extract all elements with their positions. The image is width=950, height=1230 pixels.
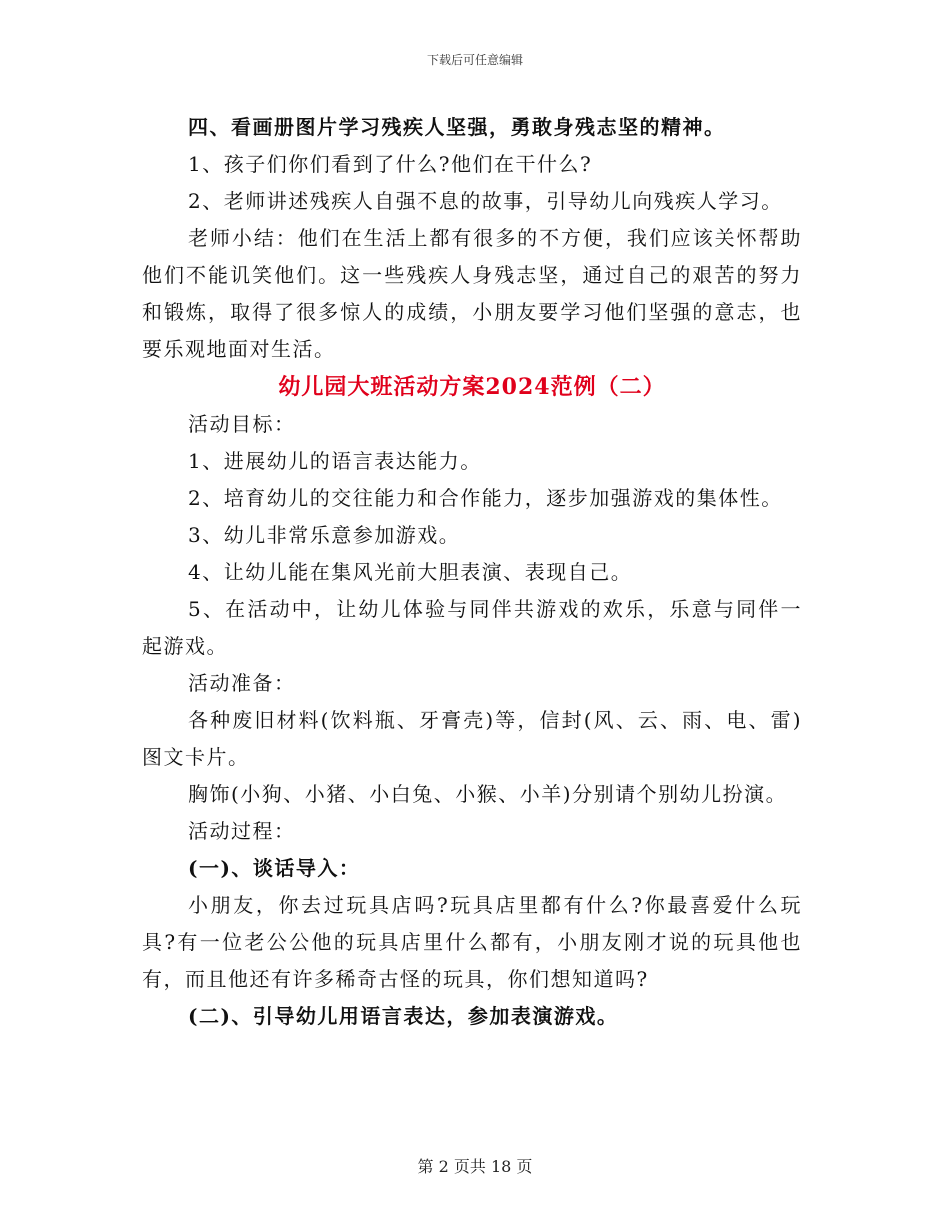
label-activity-goals: 活动目标： bbox=[188, 412, 296, 436]
paragraph-teacher-story: 2、老师讲述残疾人自强不息的故事，引导幼儿向残疾人学习。 bbox=[188, 189, 783, 213]
paragraph-teacher-summary: 老师小结：他们在生活上都有很多的不方便，我们应该关怀帮助他们不能讥笑他们。这一些残疾人身残志坚，通过自己的艰苦的努力和锻炼，取得了很多惊人的成绩，小朋友要学习他们坚强的意志，也要乐观地面对生活。 bbox=[142, 226, 802, 361]
document-body bbox=[142, 109, 802, 1035]
label-activity-preparation: 活动准备： bbox=[188, 671, 296, 695]
section-heading-four: 四、看画册图片学习残疾人坚强，勇敢身残志坚的精神。 bbox=[188, 115, 726, 139]
preparation-costumes: 胸饰(小狗、小猪、小白兔、小猴、小羊)分别请个别幼儿扮演。 bbox=[188, 782, 788, 806]
process-step-1-text: 小朋友，你去过玩具店吗?玩具店里都有什么?你最喜爱什么玩具?有一位老公公他的玩具店里什么都有，小朋友刚才说的玩具他也有，而且他还有许多稀奇古怪的玩具，你们想知道吗? bbox=[142, 893, 802, 991]
preparation-materials: 各种废旧材料(饮料瓶、牙膏壳)等，信封(风、云、雨、电、雷)图文卡片。 bbox=[142, 708, 802, 769]
document-title: 幼儿园大班活动方案2024范例（二） bbox=[278, 374, 666, 400]
goal-item-4: 4、让幼儿能在集风光前大胆表演、表现自己。 bbox=[188, 560, 633, 584]
page-header: 下载后可任意编辑 bbox=[426, 53, 523, 67]
goal-item-2: 2、培育幼儿的交往能力和合作能力，逐步加强游戏的集体性。 bbox=[188, 486, 783, 510]
process-step-1-heading: (一)、谈话导入： bbox=[188, 856, 361, 880]
page-footer: 第 2 页共 18 页 bbox=[417, 1157, 533, 1176]
label-activity-process: 活动过程： bbox=[188, 819, 296, 843]
goal-item-3: 3、幼儿非常乐意参加游戏。 bbox=[188, 523, 461, 547]
paragraph-question: 1、孩子们你们看到了什么?他们在干什么? bbox=[188, 152, 593, 176]
goal-item-1: 1、进展幼儿的语言表达能力。 bbox=[188, 449, 482, 473]
goal-item-5: 5、在活动中，让幼儿体验与同伴共游戏的欢乐，乐意与同伴一起游戏。 bbox=[142, 597, 802, 658]
process-step-2-heading: (二)、引导幼儿用语言表达，参加表演游戏。 bbox=[188, 1004, 619, 1028]
